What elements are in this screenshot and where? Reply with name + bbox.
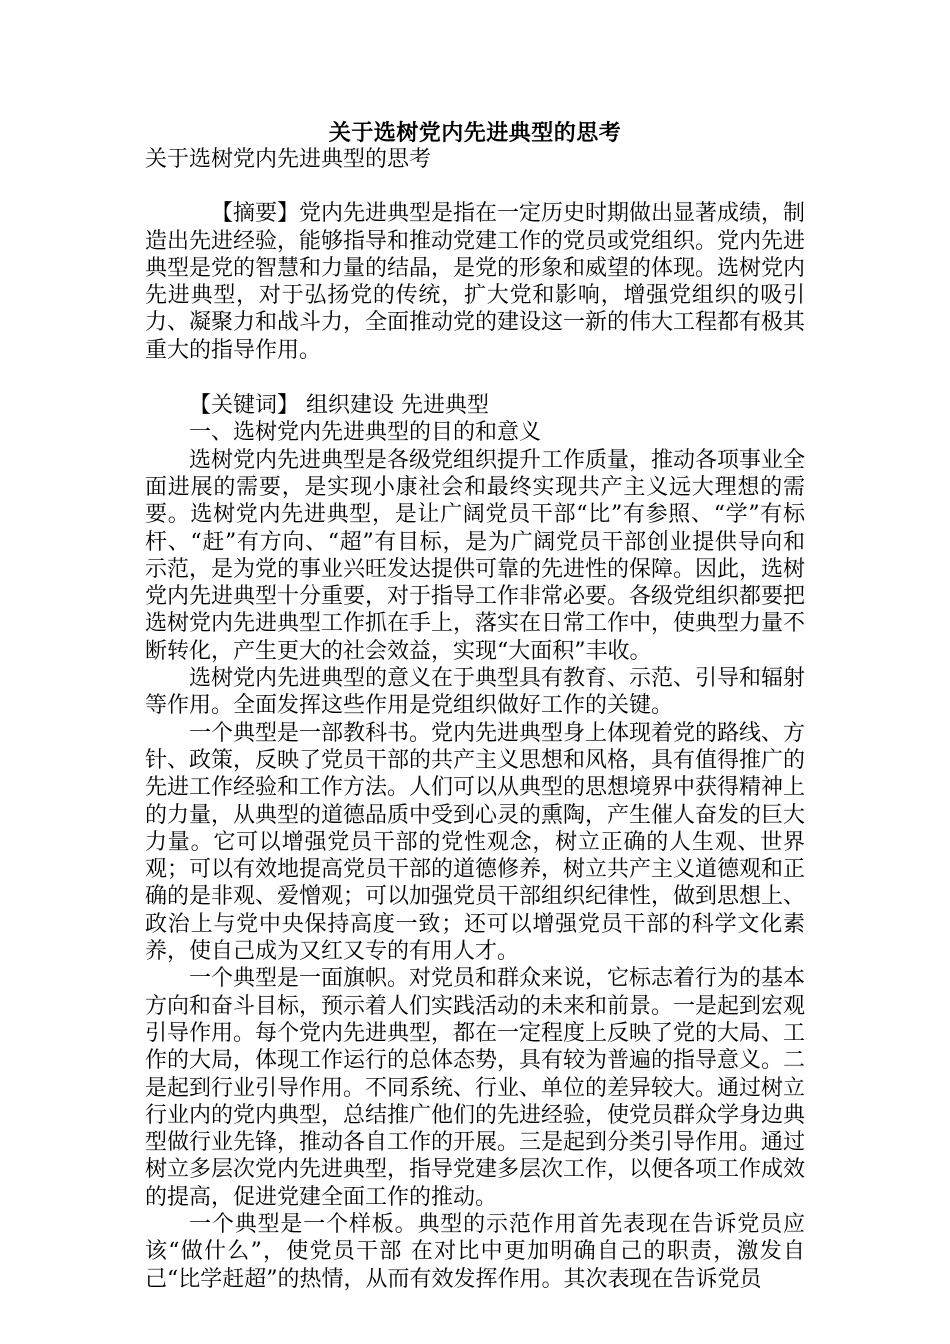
body-paragraph: 选树党内先进典型是各级党组织提升工作质量，推动各项事业全面进展的需要，是实现小康社会和最终实现共产主义远大理想的需要。选树党内先进典型，是让广阔党员干部“比”有参照、“学”有标杆、“赶”有方向、“超”有目标，是为广阔党员干部创业提供导向和示范，是为党的事业兴旺发达提供可靠的先进性的保障。因此，选树党内先进典型十分重要，对于指导工作非常必要。各级党组织都要把选树党内先进典型工作抓在手上，落实在日常工作中，使典型力量不断转化，产生更大的社会效益，实现“大面积”丰收。 (145, 447, 806, 664)
body-paragraph: 选树党内先进典型的意义在于典型具有教育、示范、引导和辐射等作用。全面发挥这些作用是党组织做好工作的关键。 (145, 666, 806, 719)
body-paragraph: 一个典型是一面旗帜。对党员和群众来说，它标志着行为的基本方向和奋斗目标，预示着人们实践活动的未来和前景。一是起到宏观引导作用。每个党内先进典型，都在一定程度上反映了党的大局、工作的大局，体现工作运行的总体态势，具有较为普遍的指导意义。二是起到行业引导作用。不同系统、行业、单位的差异较大。通过树立行业内的党内典型，总结推广他们的先进经验，使党员群众学身边典型做行业先锋，推动各自工作的开展。三是起到分类引导作用。通过树立多层次党内先进典型，指导党建多层次工作，以便各项工作成效的提高，促进党建全面工作的推动。 (145, 966, 806, 1210)
document-title: 关于选树党内先进典型的思考 (328, 120, 622, 146)
body-paragraph: 一个典型是一部教科书。党内先进典型身上体现着党的路线、方针、政策，反映了党员干部的共产主义思想和风格，具有值得推广的先进工作经验和工作方法。人们可以从典型的思想境界中获得精神上的力量，从典型的道德品质中受到心灵的熏陶，产生催人奋发的巨大力量。它可以增强党员干部的党性观念，树立正确的人生观、世界观；可以有效地提高党员干部的道德修养，树立共产主义道德观和正确的是非观、爱憎观；可以加强党员干部组织纪律性，做到思想上、政治上与党中央保持高度一致；还可以增强党员干部的科学文化素养，使自己成为又红又专的有用人才。 (145, 720, 806, 965)
document-subtitle: 关于选树党内先进典型的思考 (145, 147, 432, 172)
document-body (145, 146, 805, 1293)
section-heading: 一、选树党内先进典型的目的和意义 (189, 420, 542, 446)
abstract-paragraph: 【摘要】党内先进典型是指在一定历史时期做出显著成绩，制造出先进经验，能够指导和推动党建工作的党员或党组织。党内先进典型是党的智慧和力量的结晶，是党的形象和威望的体现。选树党内先进典型，对于弘扬党的传统，扩大党和影响，增强党组织的吸引力、凝聚力和战斗力，全面推动党的建设这一新的伟大工程都有极其重大的指导作用。 (145, 201, 806, 363)
body-paragraph: 一个典型是一个样板。典型的示范作用首先表现在告诉党员应该“做什么”，使党员干部 在对比中更加明确自己的职责，激发自己“比学赶超”的热情，从而有效发挥作用。其次表现在告诉党员 (145, 1211, 805, 1292)
keywords-line: 【关键词】 组织建设 先进典型 (189, 393, 489, 419)
